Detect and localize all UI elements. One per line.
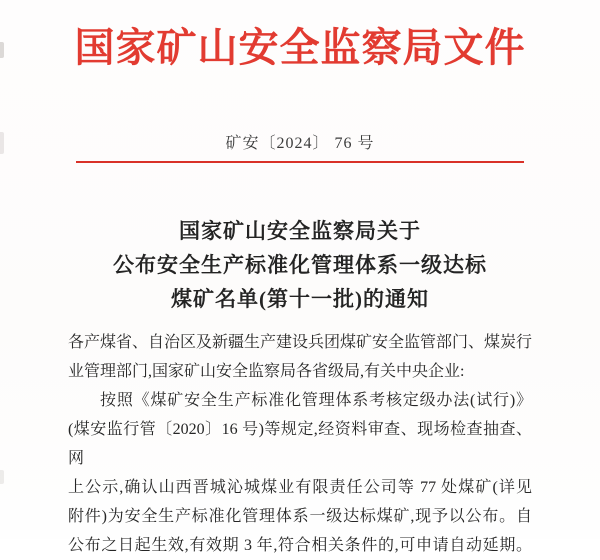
document-letterhead: 国家矿山安全监察局文件	[74, 25, 526, 70]
body-line: 附件)为安全生产标准化管理体系一级达标煤矿,现予以公布。自	[68, 508, 532, 525]
title-line-2: 公布安全生产标准化管理体系一级达标	[113, 253, 487, 277]
body-line: 公布之日起生效,有效期 3 年,符合相关条件的,可申请自动延期。	[68, 537, 532, 554]
document-title	[0, 214, 600, 316]
body-line: 上公示,确认山西晋城沁城煤业有限责任公司等 77 处煤矿(详见	[68, 479, 532, 496]
body-line: 业管理部门,国家矿山安全监察局各省级局,有关中央企业:	[68, 363, 465, 380]
scan-artifact	[0, 470, 4, 484]
document-number: 矿安〔2024〕 76 号	[225, 135, 375, 152]
title-line-3: 煤矿名单(第十一批)的通知	[171, 287, 429, 311]
title-line-1: 国家矿山安全监察局关于	[179, 219, 421, 243]
document-body	[68, 328, 532, 560]
red-divider-line	[76, 161, 524, 163]
body-line: 各产煤省、自治区及新疆生产建设兵团煤矿安全监管部门、煤炭行	[68, 334, 533, 351]
body-line: 按照《煤矿安全生产标准化管理体系考核定级办法(试行)》	[100, 392, 532, 409]
body-line: (煤安监行管〔2020〕16 号)等规定,经资料审查、现场检查抽查、网	[68, 421, 532, 467]
